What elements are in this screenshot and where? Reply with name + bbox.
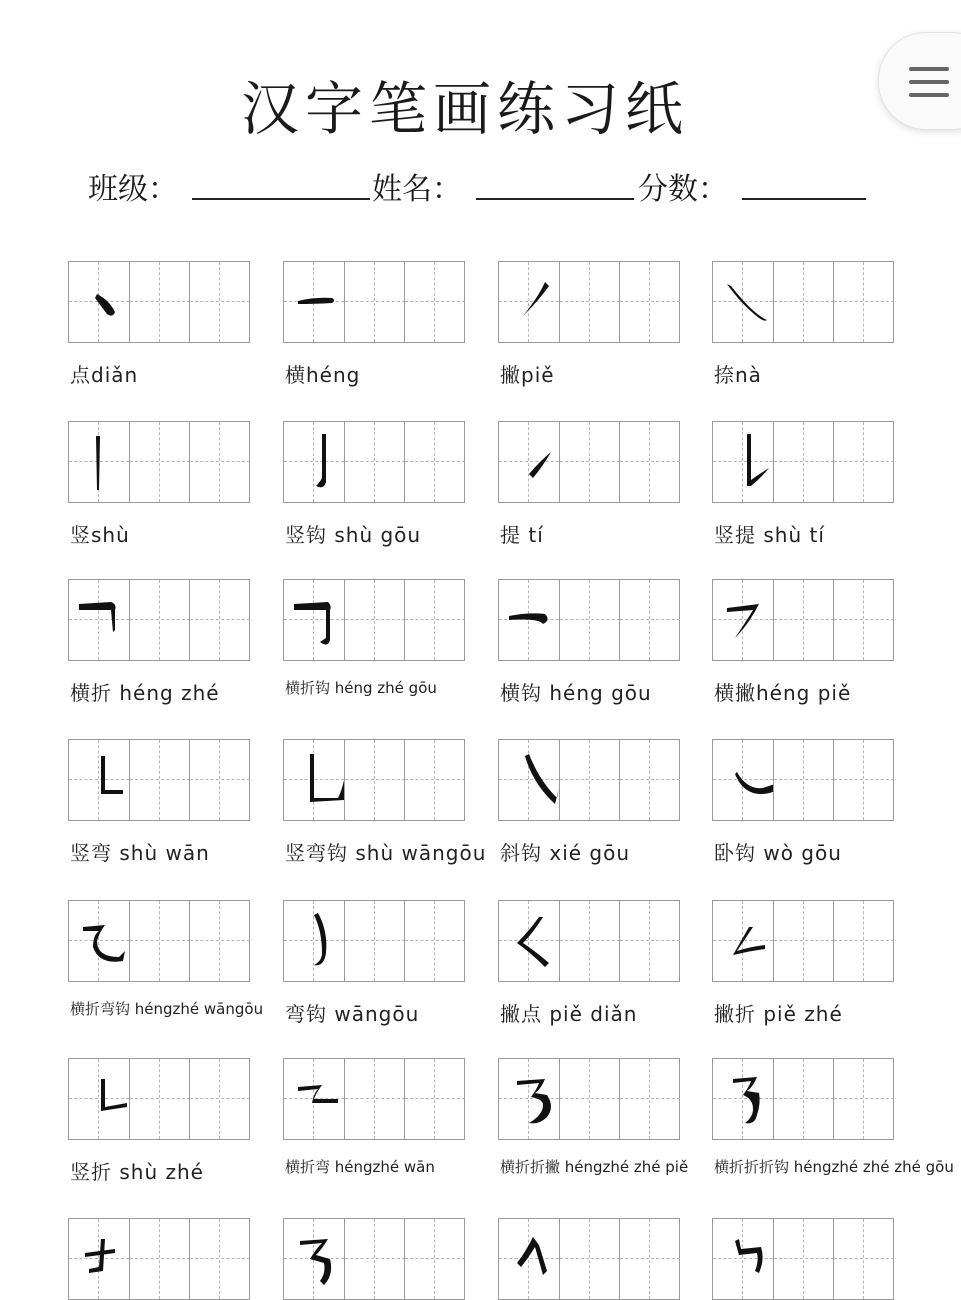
practice-cell-group[interactable] [498, 739, 680, 821]
grid-guide [803, 1219, 804, 1299]
grid-guide [863, 901, 864, 981]
practice-cell-group[interactable] [712, 1218, 894, 1300]
stroke-name-label: 斜钩 xié gōu [500, 841, 631, 865]
practice-box[interactable] [619, 1059, 679, 1139]
name-input-line[interactable] [476, 198, 634, 200]
grid-guide [803, 901, 804, 981]
stroke-example-glyph [284, 1059, 344, 1139]
grid-guide [374, 1219, 375, 1299]
grid-guide [219, 740, 220, 820]
grid-guide [649, 422, 650, 502]
stroke-name-label: 撇点 piě diǎn [500, 1002, 638, 1026]
practice-box[interactable] [773, 1219, 833, 1299]
stroke-name-label: 撇折 piě zhé [714, 1002, 843, 1026]
grid-guide [405, 1258, 465, 1259]
grid-guide [190, 461, 250, 462]
grid-guide [649, 901, 650, 981]
stroke-example-glyph [499, 580, 559, 660]
score-input-line[interactable] [742, 198, 866, 200]
practice-box[interactable] [129, 580, 189, 660]
stroke-example-glyph [713, 262, 773, 342]
practice-cell-group[interactable] [68, 261, 250, 343]
grid-guide [130, 1258, 190, 1259]
grid-guide [130, 1098, 190, 1099]
stroke-name-label: 撇piě [500, 363, 555, 387]
grid-guide [649, 740, 650, 820]
practice-box[interactable] [773, 422, 833, 502]
grid-guide [405, 619, 465, 620]
grid-guide [803, 262, 804, 342]
stroke-example-glyph [284, 740, 344, 820]
practice-box[interactable] [344, 580, 404, 660]
stroke-example-glyph [69, 740, 129, 820]
grid-guide [190, 940, 250, 941]
grid-guide [434, 422, 435, 502]
practice-box[interactable] [189, 901, 249, 981]
practice-cell-group[interactable] [498, 1058, 680, 1140]
practice-box[interactable] [619, 422, 679, 502]
stroke-name-label: 提 tí [500, 523, 544, 547]
practice-box[interactable] [284, 1059, 344, 1139]
grid-guide [589, 1219, 590, 1299]
stroke-example-glyph [499, 1059, 559, 1139]
grid-guide [159, 422, 160, 502]
grid-guide [620, 301, 680, 302]
stroke-example-glyph [69, 422, 129, 502]
grid-guide [405, 1098, 465, 1099]
stroke-example-glyph [69, 1059, 129, 1139]
grid-guide [345, 461, 405, 462]
grid-guide [219, 901, 220, 981]
practice-box[interactable] [499, 580, 559, 660]
grid-guide [345, 1258, 405, 1259]
grid-guide [219, 422, 220, 502]
grid-guide [130, 779, 190, 780]
grid-guide [434, 262, 435, 342]
grid-guide [863, 1219, 864, 1299]
grid-guide [649, 580, 650, 660]
class-label: 班级： [88, 172, 178, 207]
practice-box[interactable] [69, 1059, 129, 1139]
practice-box[interactable] [69, 580, 129, 660]
practice-box[interactable] [499, 1219, 559, 1299]
stroke-name-label: 横折弯 héngzhé wān [285, 1158, 435, 1176]
grid-guide [774, 940, 834, 941]
grid-guide [834, 301, 894, 302]
practice-cell-group[interactable] [68, 1058, 250, 1140]
grid-guide [620, 461, 680, 462]
class-input-line[interactable] [192, 198, 370, 200]
grid-guide [405, 940, 465, 941]
grid-guide [130, 461, 190, 462]
stroke-name-label: 横撇héng piě [714, 681, 852, 705]
grid-guide [803, 1059, 804, 1139]
practice-box[interactable] [713, 262, 773, 342]
stroke-name-label: 竖提 shù tí [714, 523, 825, 547]
practice-box[interactable] [69, 422, 129, 502]
grid-guide [345, 1098, 405, 1099]
practice-box[interactable] [129, 1219, 189, 1299]
practice-box[interactable] [773, 1059, 833, 1139]
stroke-example-glyph [499, 1219, 559, 1299]
grid-guide [219, 262, 220, 342]
practice-cell-group[interactable] [712, 1058, 894, 1140]
practice-box[interactable] [499, 422, 559, 502]
grid-guide [405, 461, 465, 462]
practice-box[interactable] [129, 740, 189, 820]
page-title: 汉字笔画练习纸 [240, 75, 689, 143]
practice-cell-group[interactable] [283, 739, 465, 821]
grid-guide [434, 901, 435, 981]
stroke-example-glyph [284, 580, 344, 660]
grid-guide [190, 779, 250, 780]
practice-box[interactable] [404, 262, 464, 342]
stroke-example-glyph [69, 901, 129, 981]
grid-guide [374, 580, 375, 660]
grid-guide [834, 779, 894, 780]
practice-cell-group[interactable] [68, 421, 250, 503]
practice-box[interactable] [404, 580, 464, 660]
practice-box[interactable] [559, 1219, 619, 1299]
practice-cell-group[interactable] [712, 579, 894, 661]
practice-box[interactable] [499, 1059, 559, 1139]
practice-box[interactable] [773, 262, 833, 342]
practice-box[interactable] [404, 740, 464, 820]
grid-guide [159, 740, 160, 820]
practice-box[interactable] [833, 422, 893, 502]
practice-cell-group[interactable] [68, 739, 250, 821]
stroke-name-label: 点diǎn [70, 363, 139, 387]
practice-box[interactable] [404, 1219, 464, 1299]
stroke-name-label: 横héng [285, 363, 361, 387]
practice-box[interactable] [773, 580, 833, 660]
grid-guide [374, 901, 375, 981]
practice-box[interactable] [713, 1219, 773, 1299]
stroke-name-label: 竖折 shù zhé [70, 1160, 204, 1184]
grid-guide [374, 262, 375, 342]
practice-box[interactable] [129, 901, 189, 981]
practice-cell-group[interactable] [283, 1218, 465, 1300]
practice-box[interactable] [129, 262, 189, 342]
practice-box[interactable] [284, 1219, 344, 1299]
grid-guide [190, 301, 250, 302]
practice-box[interactable] [559, 580, 619, 660]
grid-guide [863, 740, 864, 820]
practice-box[interactable] [284, 580, 344, 660]
stroke-example-glyph [499, 262, 559, 342]
practice-box[interactable] [499, 901, 559, 981]
grid-guide [434, 740, 435, 820]
stroke-name-label: 横钩 héng gōu [500, 681, 652, 705]
grid-guide [589, 740, 590, 820]
practice-box[interactable] [189, 422, 249, 502]
practice-box[interactable] [404, 901, 464, 981]
practice-box[interactable] [189, 1219, 249, 1299]
practice-cell-group[interactable] [498, 421, 680, 503]
stroke-example-glyph [69, 1219, 129, 1299]
grid-guide [560, 1098, 620, 1099]
student-info-row [0, 160, 961, 210]
grid-guide [159, 580, 160, 660]
practice-box[interactable] [619, 740, 679, 820]
grid-guide [589, 580, 590, 660]
grid-guide [219, 1219, 220, 1299]
grid-guide [190, 619, 250, 620]
practice-box[interactable] [344, 901, 404, 981]
grid-guide [834, 461, 894, 462]
grid-guide [560, 779, 620, 780]
practice-box[interactable] [189, 740, 249, 820]
grid-guide [774, 1098, 834, 1099]
grid-guide [190, 1098, 250, 1099]
practice-cell-group[interactable] [712, 900, 894, 982]
grid-guide [649, 1059, 650, 1139]
practice-box[interactable] [559, 262, 619, 342]
stroke-name-label: 横折折撇 héngzhé zhé piě [500, 1158, 689, 1176]
practice-cell-group[interactable] [68, 1218, 250, 1300]
grid-guide [374, 740, 375, 820]
practice-box[interactable] [69, 740, 129, 820]
grid-guide [620, 940, 680, 941]
grid-guide [774, 461, 834, 462]
practice-box[interactable] [284, 901, 344, 981]
stroke-example-glyph [499, 901, 559, 981]
practice-cell-group[interactable] [283, 1058, 465, 1140]
practice-box[interactable] [833, 580, 893, 660]
practice-cell-group[interactable] [283, 579, 465, 661]
grid-guide [560, 619, 620, 620]
stroke-example-glyph [499, 740, 559, 820]
practice-box[interactable] [129, 422, 189, 502]
practice-box[interactable] [129, 1059, 189, 1139]
grid-guide [863, 422, 864, 502]
grid-guide [345, 301, 405, 302]
grid-guide [159, 262, 160, 342]
practice-cell-group[interactable] [498, 900, 680, 982]
practice-box[interactable] [189, 1059, 249, 1139]
score-label: 分数： [638, 172, 728, 207]
stroke-example-glyph [284, 1219, 344, 1299]
stroke-example-glyph [713, 422, 773, 502]
grid-guide [190, 1258, 250, 1259]
stroke-name-label: 横折弯钩 héngzhé wāngōu [70, 1000, 264, 1018]
grid-guide [219, 1059, 220, 1139]
grid-guide [774, 619, 834, 620]
grid-guide [863, 262, 864, 342]
stroke-example-glyph [713, 580, 773, 660]
practice-box[interactable] [344, 740, 404, 820]
practice-box[interactable] [713, 1059, 773, 1139]
grid-guide [560, 461, 620, 462]
grid-guide [620, 1258, 680, 1259]
grid-guide [834, 619, 894, 620]
practice-cell-group[interactable] [712, 261, 894, 343]
practice-cell-group[interactable] [68, 900, 250, 982]
practice-cell-group[interactable] [712, 421, 894, 503]
practice-box[interactable] [619, 580, 679, 660]
practice-box[interactable] [559, 422, 619, 502]
grid-guide [560, 301, 620, 302]
practice-box[interactable] [559, 901, 619, 981]
practice-box[interactable] [833, 1219, 893, 1299]
grid-guide [803, 580, 804, 660]
stroke-example-glyph [69, 580, 129, 660]
practice-box[interactable] [189, 262, 249, 342]
practice-box[interactable] [344, 262, 404, 342]
grid-guide [159, 1219, 160, 1299]
grid-guide [434, 580, 435, 660]
practice-box[interactable] [69, 1219, 129, 1299]
grid-guide [434, 1059, 435, 1139]
practice-cell-group[interactable] [712, 739, 894, 821]
grid-guide [405, 301, 465, 302]
practice-box[interactable] [69, 901, 129, 981]
hamburger-menu-icon[interactable] [878, 32, 961, 130]
grid-guide [863, 1059, 864, 1139]
practice-box[interactable] [833, 262, 893, 342]
practice-box[interactable] [284, 740, 344, 820]
practice-box[interactable] [404, 422, 464, 502]
practice-cell-group[interactable] [498, 261, 680, 343]
practice-box[interactable] [344, 422, 404, 502]
grid-guide [159, 901, 160, 981]
grid-guide [774, 301, 834, 302]
stroke-example-glyph [284, 901, 344, 981]
grid-guide [834, 1098, 894, 1099]
practice-box[interactable] [189, 580, 249, 660]
grid-guide [620, 619, 680, 620]
grid-guide [345, 779, 405, 780]
grid-guide [774, 779, 834, 780]
practice-box[interactable] [773, 740, 833, 820]
stroke-example-glyph [69, 262, 129, 342]
grid-guide [219, 580, 220, 660]
stroke-example-glyph [284, 262, 344, 342]
practice-box[interactable] [619, 262, 679, 342]
grid-guide [834, 940, 894, 941]
grid-guide [803, 740, 804, 820]
grid-guide [345, 619, 405, 620]
grid-guide [863, 580, 864, 660]
grid-guide [434, 1219, 435, 1299]
grid-guide [130, 940, 190, 941]
practice-box[interactable] [833, 740, 893, 820]
name-label: 姓名： [372, 172, 462, 207]
grid-guide [560, 1258, 620, 1259]
stroke-example-glyph [713, 1059, 773, 1139]
practice-cell-group[interactable] [283, 900, 465, 982]
practice-box[interactable] [713, 740, 773, 820]
stroke-example-glyph [284, 422, 344, 502]
grid-guide [374, 422, 375, 502]
practice-cell-group[interactable] [68, 579, 250, 661]
stroke-name-label: 横折钩 héng zhé gōu [285, 679, 437, 697]
practice-box[interactable] [499, 262, 559, 342]
stroke-name-label: 弯钩 wāngōu [285, 1002, 420, 1026]
grid-guide [374, 1059, 375, 1139]
stroke-name-label: 竖钩 shù gōu [285, 523, 422, 547]
practice-box[interactable] [713, 901, 773, 981]
practice-box[interactable] [499, 740, 559, 820]
practice-box[interactable] [773, 901, 833, 981]
grid-guide [774, 1258, 834, 1259]
practice-box[interactable] [713, 422, 773, 502]
stroke-example-glyph [713, 740, 773, 820]
practice-cell-group[interactable] [498, 579, 680, 661]
grid-guide [560, 940, 620, 941]
practice-box[interactable] [284, 422, 344, 502]
practice-box[interactable] [284, 262, 344, 342]
grid-guide [589, 1059, 590, 1139]
stroke-example-glyph [713, 1219, 773, 1299]
grid-guide [620, 1098, 680, 1099]
practice-box[interactable] [344, 1219, 404, 1299]
grid-guide [130, 619, 190, 620]
grid-guide [589, 262, 590, 342]
grid-guide [589, 422, 590, 502]
stroke-example-glyph [499, 422, 559, 502]
practice-box[interactable] [344, 1059, 404, 1139]
practice-box[interactable] [619, 901, 679, 981]
grid-guide [620, 779, 680, 780]
practice-box[interactable] [833, 901, 893, 981]
stroke-name-label: 横折折折钩 héngzhé zhé zhé gōu [714, 1158, 954, 1176]
grid-guide [589, 901, 590, 981]
stroke-name-label: 竖弯钩 shù wāngōu [285, 841, 487, 865]
grid-guide [405, 779, 465, 780]
practice-box[interactable] [559, 740, 619, 820]
grid-guide [834, 1258, 894, 1259]
practice-box[interactable] [69, 262, 129, 342]
grid-guide [159, 1059, 160, 1139]
grid-guide [649, 262, 650, 342]
stroke-example-glyph [713, 901, 773, 981]
stroke-name-label: 卧钩 wò gōu [714, 841, 842, 865]
practice-box[interactable] [559, 1059, 619, 1139]
stroke-name-label: 横折 héng zhé [70, 681, 220, 705]
practice-box[interactable] [404, 1059, 464, 1139]
stroke-name-label: 捺nà [714, 363, 762, 387]
practice-box[interactable] [833, 1059, 893, 1139]
grid-guide [803, 422, 804, 502]
practice-box[interactable] [619, 1219, 679, 1299]
stroke-name-label: 竖弯 shù wān [70, 841, 210, 865]
practice-box[interactable] [713, 580, 773, 660]
stroke-name-label: 竖shù [70, 523, 130, 547]
grid-guide [649, 1219, 650, 1299]
grid-guide [130, 301, 190, 302]
practice-cell-group[interactable] [498, 1218, 680, 1300]
grid-guide [345, 940, 405, 941]
practice-cell-group[interactable] [283, 421, 465, 503]
practice-cell-group[interactable] [283, 261, 465, 343]
